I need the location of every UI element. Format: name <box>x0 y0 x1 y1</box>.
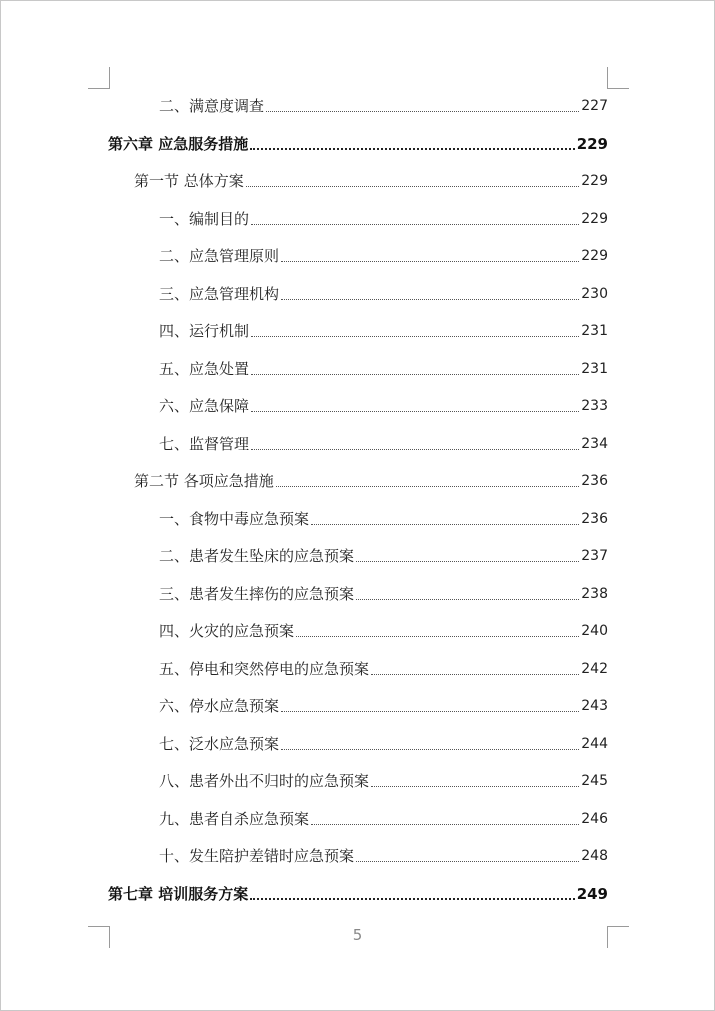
toc-subsection-entry[interactable] <box>159 618 608 640</box>
toc-dot-leader <box>371 673 579 675</box>
toc-subsection-entry[interactable] <box>159 318 608 340</box>
toc-subsection-entry[interactable] <box>159 768 608 790</box>
toc-entry-label: 九、患者自杀应急预案 <box>159 809 310 828</box>
toc-dot-leader <box>251 448 579 450</box>
toc-subsection-entry[interactable] <box>159 206 608 228</box>
toc-entry-label: 一、食物中毒应急预案 <box>159 509 310 528</box>
toc-entry-label: 二、满意度调查 <box>159 97 265 115</box>
toc-dot-leader <box>356 598 579 600</box>
toc-subsection-entry[interactable] <box>159 281 608 303</box>
toc-dot-leader <box>281 298 579 300</box>
toc-entry-page-number: 234 <box>581 435 608 452</box>
toc-entry-label: 二、患者发生坠床的应急预案 <box>159 547 355 565</box>
toc-dot-leader <box>251 410 579 412</box>
toc-dot-leader <box>356 560 579 562</box>
toc-section-entry[interactable] <box>134 168 608 190</box>
toc-entry-label: 第一节 总体方案 <box>134 172 244 190</box>
toc-entry-label: 一、编制目的 <box>159 209 250 228</box>
toc-dot-leader <box>250 147 574 150</box>
toc-dot-leader <box>266 110 579 112</box>
toc-dot-leader <box>251 335 579 337</box>
toc-dot-leader <box>296 635 579 637</box>
toc-entry-page-number: 242 <box>581 660 608 677</box>
toc-dot-leader <box>281 710 579 712</box>
toc-entry-label: 六、停水应急预案 <box>159 697 280 715</box>
toc-entry-page-number: 230 <box>581 285 608 302</box>
toc-subsection-entry[interactable] <box>159 543 608 565</box>
toc-entry-label: 五、应急处置 <box>159 359 250 378</box>
toc-subsection-entry[interactable] <box>159 656 608 678</box>
toc-dot-leader <box>311 523 579 525</box>
toc-entry-page-number: 244 <box>581 735 608 752</box>
toc-dot-leader <box>281 748 579 750</box>
toc-chapter-entry[interactable] <box>108 131 608 153</box>
page-number: 5 <box>352 926 363 944</box>
toc-entry-page-number: 236 <box>581 473 608 489</box>
toc-entry-page-number: 236 <box>581 510 608 527</box>
toc-subsection-entry[interactable] <box>159 843 608 865</box>
toc-section-entry[interactable] <box>134 468 608 490</box>
toc-entry-page-number: 238 <box>581 585 608 602</box>
toc-entry-page-number: 245 <box>581 773 608 789</box>
toc-entry-label: 七、泛水应急预案 <box>159 734 280 753</box>
toc-entry-label: 六、应急保障 <box>159 397 250 415</box>
toc-entry-page-number: 231 <box>581 360 608 377</box>
toc-entry-page-number: 237 <box>581 548 608 564</box>
toc-entry-label: 四、运行机制 <box>159 322 250 340</box>
toc-chapter-entry[interactable] <box>108 881 608 903</box>
toc-dot-leader <box>251 223 579 225</box>
toc-subsection-entry[interactable] <box>159 731 608 753</box>
toc-entry-label: 八、患者外出不归时的应急预案 <box>159 772 370 790</box>
toc-entry-label: 第六章 应急服务措施 <box>108 134 249 153</box>
toc-entry-page-number: 229 <box>576 134 608 153</box>
toc-entry-label: 二、应急管理原则 <box>159 247 280 265</box>
toc-entry-label: 七、监督管理 <box>159 434 250 453</box>
toc-entry-page-number: 233 <box>581 398 608 414</box>
toc-subsection-entry[interactable] <box>159 806 608 828</box>
toc-dot-leader <box>281 260 579 262</box>
toc-dot-leader <box>251 373 579 375</box>
toc-entry-label: 十、发生陪护差错时应急预案 <box>159 847 355 865</box>
toc-subsection-entry[interactable] <box>159 393 608 415</box>
toc-entry-label: 第七章 培训服务方案 <box>108 884 249 903</box>
toc-subsection-entry[interactable] <box>159 506 608 528</box>
toc-entry-page-number: 240 <box>581 623 608 639</box>
toc-entry-label: 三、应急管理机构 <box>159 284 280 303</box>
toc-dot-leader <box>356 860 579 862</box>
toc-dot-leader <box>250 897 574 900</box>
toc-entry-page-number: 249 <box>576 884 608 903</box>
toc-entry-page-number: 229 <box>581 248 608 264</box>
toc-subsection-entry[interactable] <box>159 581 608 603</box>
toc-entry-page-number: 231 <box>581 323 608 339</box>
toc-entry-page-number: 243 <box>581 698 608 714</box>
toc-subsection-entry[interactable] <box>159 356 608 378</box>
toc-entry-page-number: 227 <box>581 98 608 114</box>
toc-dot-leader <box>246 185 579 187</box>
toc-entry-label: 三、患者发生摔伤的应急预案 <box>159 584 355 603</box>
toc-dot-leader <box>371 785 579 787</box>
toc-entry-label: 五、停电和突然停电的应急预案 <box>159 659 370 678</box>
toc-subsection-entry[interactable] <box>159 693 608 715</box>
toc-entry-page-number: 229 <box>581 210 608 227</box>
toc-subsection-entry[interactable] <box>159 431 608 453</box>
toc-subsection-entry[interactable] <box>159 93 608 115</box>
toc-entry-page-number: 246 <box>581 810 608 827</box>
toc-dot-leader <box>311 823 579 825</box>
toc-dot-leader <box>276 485 579 487</box>
toc-entry-page-number: 248 <box>581 848 608 864</box>
toc-entry-page-number: 229 <box>581 173 608 189</box>
toc-entry-label: 第二节 各项应急措施 <box>134 472 274 490</box>
toc-entry-label: 四、火灾的应急预案 <box>159 622 295 640</box>
toc-subsection-entry[interactable] <box>159 243 608 265</box>
